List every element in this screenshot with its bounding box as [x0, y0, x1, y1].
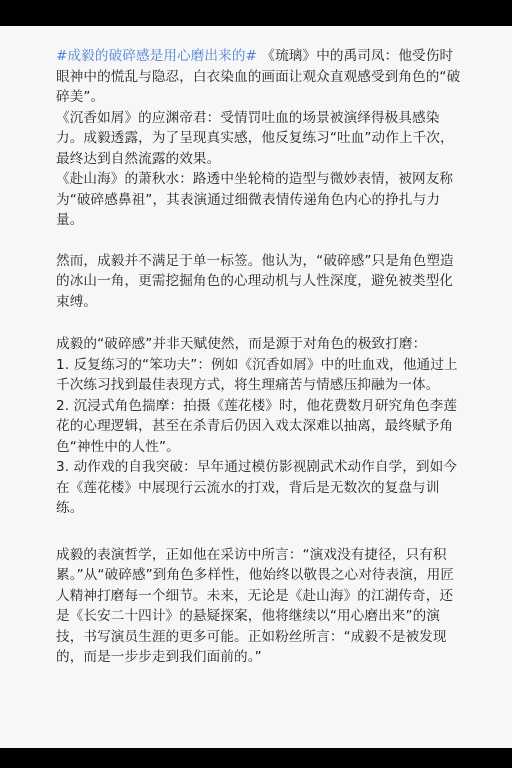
- paragraph-philosophy: 成毅的表演哲学，正如他在采访中所言：“演戏没有捷径，只有积累。”从“破碎感”到角色多样性，他始终以敬畏之心对待表演，用匠人精神打磨每一个细节。未来，无论是《赴山海》的江湖传奇，还是《长安二十四计》的悬疑探案，他将继续以“用心磨出来”的演技，书写演员生涯的更多可能。正如粉丝所言：“成毅不是被发现的，而是一步步走到我们面前的。”: [56, 546, 455, 665]
- intro-paragraph: [56, 46, 462, 108]
- paragraph-origin: 成毅的“破碎感”并非天赋使然，而是源于对角色的极致打磨：: [56, 336, 427, 352]
- list-item-action: 3. 动作戏的自我突破：早年通过模仿影视剧武术动作自学，到如今在《莲花楼》中展现行云流水的打戏，背后是无数次的复盘与训练。: [56, 459, 458, 516]
- paragraph-however: 然而，成毅并不满足于单一标签。他认为，“破碎感”只是角色塑造的冰山一角，更需挖掘角色的心理动机与人性深度，避免被类型化束缚。: [56, 252, 454, 310]
- hashtag-link[interactable]: #成毅的破碎感是用心磨出来的#: [56, 48, 257, 64]
- role-paragraph-fushanhai: 《赴山海》的萧秋水：路透中坐轮椅的造型与微妙表情，被网友称为“破碎感鼻祖”，其表演通过细微表情传递角色内心的挣扎与力量。: [56, 171, 454, 228]
- article-body: [56, 46, 462, 668]
- intro-text: 《琉璃》中的禹司凤：他受伤时眼神中的慌乱与隐忍，白衣染血的画面让观众直观感受到角色的“破碎美”。: [56, 48, 461, 105]
- list-item-practice: 1. 反复练习的“笨功夫”：例如《沉香如屑》中的吐血戏，他通过上千次练习找到最佳表现方式，将生理痛苦与情感压抑融为一体。: [56, 356, 458, 393]
- role-paragraph-chenxiang: 《沉香如屑》的应渊帝君：受情罚吐血的场景被演绎得极具感染力。成毅透露，为了呈现真实感，他反复练习“吐血”动作上千次，最终达到自然流露的效果。: [56, 109, 454, 167]
- list-item-immersion: 2. 沉浸式角色揣摩：拍摄《莲花楼》时，他花费数月研究角色李莲花的心理逻辑，甚至在杀青后仍因入戏太深难以抽离，最终赋予角色“神性中的人性”。: [56, 397, 458, 455]
- document-page: [0, 26, 512, 748]
